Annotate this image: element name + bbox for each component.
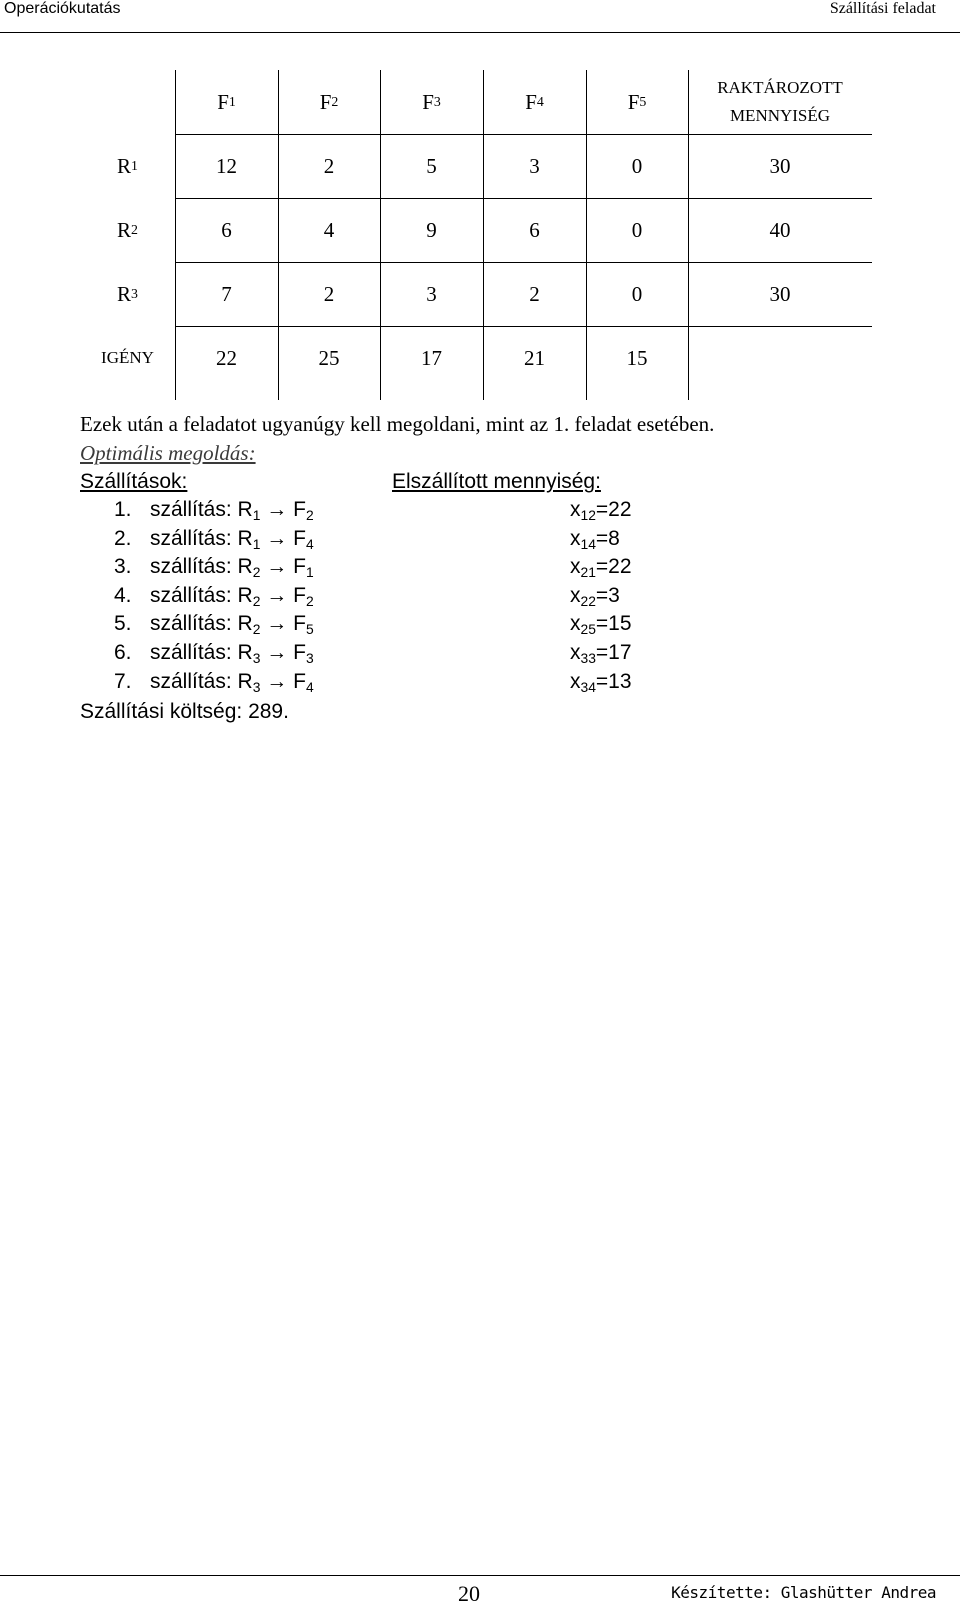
variable-name: x (570, 583, 581, 607)
route-source: R (237, 555, 253, 579)
shipment-row (0, 498, 960, 527)
cost-value: 2 (529, 281, 540, 306)
cost-cell (380, 262, 483, 326)
column-header-letter: F (422, 89, 434, 114)
route-destination: F (293, 669, 306, 693)
shipment-word: szállítás: (150, 498, 232, 521)
page-footer (0, 1575, 960, 1609)
variable-subscript: 22 (580, 592, 596, 609)
shipment-number: 7. (114, 669, 132, 693)
route-destination: F (293, 555, 306, 579)
variable-name: x (570, 498, 581, 521)
arrow-icon: → (266, 555, 288, 579)
route-source-subscript: 3 (252, 678, 261, 695)
shipment-route (150, 498, 314, 522)
shipment-row (0, 612, 960, 641)
transport-table (80, 70, 872, 400)
shipment-row (0, 527, 960, 556)
cost-cell (483, 134, 586, 198)
cost-value: 9 (426, 217, 437, 242)
header-section-title: Szállítási feladat (829, 0, 936, 17)
column-header-letter: F (525, 89, 537, 114)
cost-value: 0 (631, 217, 643, 242)
variable-subscript: 12 (580, 506, 596, 523)
shipment-row (0, 670, 960, 699)
cost-cell (175, 134, 278, 198)
cost-value: 5 (426, 153, 437, 178)
cost-cell (278, 134, 380, 198)
cost-value: 0 (631, 281, 643, 306)
variable-name: x (570, 612, 581, 636)
column-header-letter: F (217, 89, 229, 114)
column-header-letter: F (319, 89, 332, 114)
demand-cell (175, 326, 278, 390)
cost-cell (175, 262, 278, 326)
shipment-route (150, 555, 314, 579)
storage-cell (688, 198, 872, 262)
shipment-amount (570, 612, 632, 636)
route-destination-subscript: 2 (305, 592, 314, 609)
shipment-amount (570, 584, 620, 608)
storage-column-header (688, 70, 872, 134)
shipment-word: szállítás: (150, 612, 232, 636)
cost-cell (380, 198, 483, 262)
route-source: R (237, 526, 253, 550)
route-destination: F (293, 583, 306, 607)
variable-subscript: 33 (580, 649, 596, 666)
demand-cell (278, 326, 380, 390)
column-header-f2: F 2 (319, 89, 339, 114)
storage-cell (688, 262, 872, 326)
demand-cell (483, 326, 586, 390)
route-source-subscript: 1 (252, 506, 261, 523)
route-source: R (237, 641, 253, 664)
row-label-r1: R 1 (117, 153, 138, 178)
variable-name: x (570, 641, 581, 664)
cost-cell (586, 262, 688, 326)
cost-cell (175, 198, 278, 262)
route-source: R (237, 612, 253, 636)
shipment-amount (570, 498, 632, 522)
shipment-value: =17 (595, 641, 632, 664)
cost-value: 0 (631, 153, 643, 178)
route-destination-subscript: 1 (305, 564, 314, 581)
cost-value: 6 (221, 217, 232, 242)
cost-value: 2 (323, 281, 335, 306)
shipment-row (0, 641, 960, 670)
cost-value: 4 (323, 217, 335, 242)
route-destination: F (293, 612, 306, 636)
storage-header-line: RAKTÁROZOTT (717, 78, 843, 97)
cost-cell (586, 134, 688, 198)
arrow-icon: → (266, 583, 288, 607)
shipment-number: 4. (114, 583, 132, 607)
storage-value: 30 (769, 153, 791, 178)
demand-value: 25 (318, 345, 340, 370)
shipment-word: szállítás: (150, 583, 232, 607)
storage-header-line: MENNYISÉG (729, 106, 831, 125)
shipment-number: 5. (114, 612, 132, 636)
route-source-subscript: 3 (252, 649, 261, 666)
arrow-icon: → (266, 612, 288, 636)
shipment-route (150, 670, 314, 694)
shipment-word: szállítás: (150, 526, 232, 550)
route-destination-subscript: 3 (305, 649, 314, 666)
variable-name: x (570, 526, 581, 550)
arrow-icon: → (266, 669, 288, 693)
shipment-value: =8 (595, 526, 620, 550)
column-header-letter: F (627, 89, 640, 114)
cost-value: 2 (323, 153, 335, 178)
shipment-amount (570, 555, 632, 579)
arrow-icon: → (266, 498, 288, 521)
row-label-r3: R 3 (117, 281, 138, 306)
shipment-amount (570, 641, 632, 665)
demand-label: IGÉNY (101, 348, 154, 367)
row-label-letter: R (117, 217, 132, 242)
shipment-value: =3 (595, 583, 620, 607)
demand-row-label (80, 326, 175, 390)
optimal-solution-label: Optimális megoldás: (80, 441, 256, 465)
route-destination-subscript: 2 (305, 506, 314, 523)
storage-cell (688, 134, 872, 198)
demand-value: 22 (216, 345, 237, 370)
footer-rule (0, 1575, 960, 1576)
route-source-subscript: 2 (252, 621, 261, 638)
column-header-f4: F 4 (525, 89, 544, 114)
route-destination-subscript: 4 (305, 535, 314, 552)
cost-value: 6 (529, 217, 540, 242)
shipment-route (150, 612, 314, 636)
header-course-title: Operációkutatás (4, 0, 121, 17)
column-header-f3: F 3 (422, 89, 441, 114)
shipments-header: Szállítások: (80, 470, 188, 493)
column-header-f1: F 1 (217, 89, 236, 114)
optimal-solution-heading (80, 441, 256, 466)
shipment-word: szállítás: (150, 669, 232, 693)
cost-cell (586, 198, 688, 262)
route-destination-subscript: 4 (305, 678, 314, 695)
transport-cost: Szállítási költség: 289. (80, 700, 289, 723)
page-header (0, 0, 960, 34)
cost-value: 7 (221, 281, 232, 306)
cost-cell (483, 198, 586, 262)
variable-subscript: 25 (580, 621, 596, 638)
route-source-subscript: 2 (252, 592, 261, 609)
shipment-amount (570, 527, 620, 551)
shipment-row (0, 555, 960, 584)
page-number: 20 (458, 1581, 480, 1606)
cost-cell (278, 198, 380, 262)
cost-cell (483, 262, 586, 326)
shipment-route (150, 584, 314, 608)
demand-cell (380, 326, 483, 390)
route-source: R (237, 498, 253, 521)
route-source-subscript: 2 (252, 564, 261, 581)
amount-header: Elszállított mennyiség: (392, 470, 601, 493)
variable-subscript: 14 (580, 535, 596, 552)
route-destination: F (293, 641, 306, 664)
variable-name: x (570, 555, 581, 579)
shipment-number: 1. (114, 498, 132, 521)
arrow-icon: → (266, 526, 288, 550)
route-destination: F (293, 498, 306, 521)
shipment-route (150, 527, 314, 551)
cost-value: 12 (216, 153, 237, 178)
route-source: R (237, 583, 253, 607)
route-destination-subscript: 5 (305, 621, 314, 638)
cost-value: 3 (529, 153, 540, 178)
cost-cell (278, 262, 380, 326)
row-label-letter: R (117, 281, 132, 306)
shipment-value: =15 (595, 612, 632, 636)
demand-cell (586, 326, 688, 390)
route-source: R (237, 669, 253, 693)
row-label-letter: R (117, 153, 132, 178)
demand-value: 15 (626, 345, 648, 370)
demand-value: 17 (421, 345, 442, 370)
intro-paragraph: Ezek után a feladatot ugyanúgy kell megoldani, mint az 1. feladat esetében. (80, 412, 715, 436)
storage-value: 40 (769, 217, 791, 242)
cost-cell (380, 134, 483, 198)
shipment-row (0, 584, 960, 613)
variable-subscript: 21 (580, 564, 596, 581)
shipment-number: 2. (114, 526, 132, 550)
arrow-icon: → (266, 641, 288, 664)
shipment-amount (570, 670, 632, 694)
shipment-number: 6. (114, 641, 132, 664)
column-header-f5: F 5 (627, 89, 647, 114)
shipment-route (150, 641, 314, 665)
shipment-value: =22 (595, 498, 632, 521)
cost-value: 3 (426, 281, 437, 306)
variable-name: x (570, 669, 581, 693)
header-rule (0, 32, 960, 33)
row-label-r2: R 2 (117, 217, 138, 242)
route-source-subscript: 1 (252, 535, 261, 552)
storage-value: 30 (769, 281, 791, 306)
route-destination: F (293, 526, 306, 550)
author-credit: Készítette: Glashütter Andrea (671, 1583, 936, 1602)
shipment-value: =13 (595, 669, 632, 693)
demand-value: 21 (524, 345, 545, 370)
variable-subscript: 34 (580, 678, 596, 695)
shipment-value: =22 (595, 555, 632, 579)
shipment-word: szállítás: (150, 641, 232, 664)
shipment-number: 3. (114, 555, 132, 579)
shipment-word: szállítás: (150, 555, 232, 579)
